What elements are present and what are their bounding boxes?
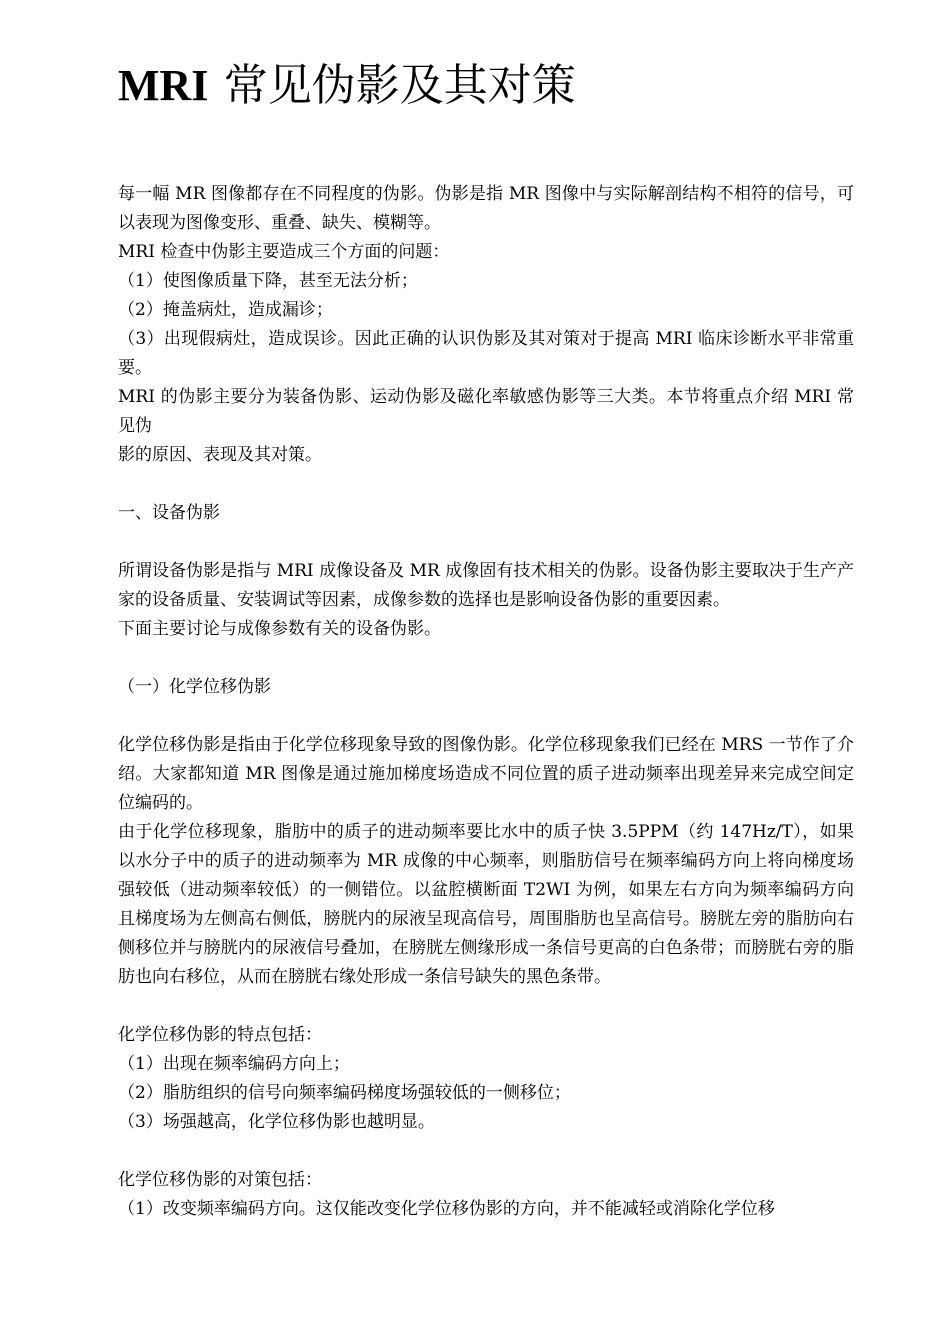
document-title xyxy=(118,58,854,114)
document-page xyxy=(118,58,854,1219)
paragraph-gap xyxy=(118,528,854,557)
paragraph: 所谓设备伪影是指与 MRI 成像设备及 MR 成像固有技术相关的伪影。设备伪影主要取决于生产产家的设备质量、安装调试等因素，成像参数的选择也是影响设备伪影的重要因素。 xyxy=(118,561,854,610)
document-body xyxy=(118,180,854,1224)
paragraph: （1）出现在频率编码方向上； xyxy=(118,1054,350,1074)
paragraph: （3）场强越高，化学位移伪影也越明显。 xyxy=(118,1112,435,1132)
paragraph-gap xyxy=(118,992,854,1021)
paragraph: 一、设备伪影 xyxy=(118,503,220,523)
paragraph: MRI 检查中伪影主要造成三个方面的问题： xyxy=(118,242,450,262)
paragraph: （一）化学位移伪影 xyxy=(118,677,271,697)
paragraph-gap xyxy=(118,470,854,499)
paragraph-gap xyxy=(118,702,854,731)
paragraph: （1）改变频率编码方向。这仅能改变化学位移伪影的方向，并不能减轻或消除化学位移 xyxy=(118,1199,775,1219)
paragraph: （2）脂肪组织的信号向频率编码梯度场强较低的一侧移位； xyxy=(118,1083,571,1103)
paragraph: （3）出现假病灶，造成误诊。因此正确的认识伪影及其对策对于提高 MRI 临床诊断水平非常重要。 xyxy=(118,329,854,378)
paragraph: 每一幅 MR 图像都存在不同程度的伪影。伪影是指 MR 图像中与实际解剖结构不相符的信号，可以表现为图像变形、重叠、缺失、模糊等。 xyxy=(118,184,854,233)
paragraph: 化学位移伪影是指由于化学位移现象导致的图像伪影。化学位移现象我们已经在 MRS 一节作了介绍。大家都知道 MR 图像是通过施加梯度场造成不同位置的质子进动频率出现差异来完成空间定位编码的。 xyxy=(118,735,854,813)
paragraph: 由于化学位移现象，脂肪中的质子的进动频率要比水中的质子快 3.5PPM（约 147Hz/T），如果以水分子中的质子的进动频率为 MR 成像的中心频率，则脂肪信号在频率编码方向上将向梯度场强较低（进动频率较低）的一侧错位。以盆腔横断面 T2WI 为例，如果左右方向为频率编码方向且梯度场为左侧高右侧低，膀胱内的尿液呈现高信号，周围脂肪也呈高信号。膀胱左旁的脂肪向右侧移位并与膀胱内的尿液信号叠加，在膀胱左侧缘形成一条信号更高的白色条带；而膀胱右旁的脂肪也向右移位，从而在膀胱右缘处形成一条信号缺失的黑色条带。 xyxy=(118,822,854,987)
paragraph: （1）使图像质量下降，甚至无法分析； xyxy=(118,271,418,291)
paragraph-gap xyxy=(118,1137,854,1166)
title-cjk: 常见伪影及其对策 xyxy=(223,60,576,111)
paragraph: MRI 的伪影主要分为装备伪影、运动伪影及磁化率敏感伪影等三大类。本节将重点介绍 MRI 常见伪 xyxy=(118,387,854,436)
paragraph: 下面主要讨论与成像参数有关的设备伪影。 xyxy=(118,619,441,639)
paragraph: 化学位移伪影的特点包括： xyxy=(118,1025,322,1045)
paragraph: （2）掩盖病灶，造成漏诊； xyxy=(118,300,333,320)
paragraph: 影的原因、表现及其对策。 xyxy=(118,445,322,465)
paragraph-gap xyxy=(118,644,854,673)
paragraph: 化学位移伪影的对策包括： xyxy=(118,1170,322,1190)
title-latin: MRI xyxy=(118,61,209,110)
